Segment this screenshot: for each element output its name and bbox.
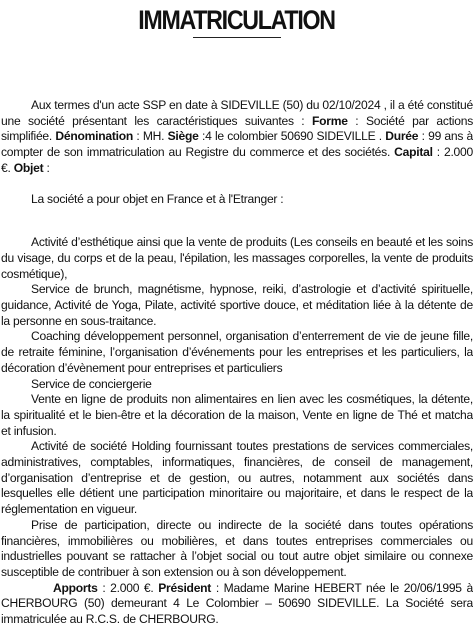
purpose-intro: La société a pour objet en France et à l'Etranger : <box>31 191 284 206</box>
purpose-item: Service de conciergerie <box>31 376 152 391</box>
notice-body <box>1 98 473 628</box>
denomination-label: Dénomination <box>55 129 133 144</box>
apports-label: Apports <box>53 580 98 595</box>
siege-label: Siège <box>167 129 199 144</box>
title-underline <box>193 37 281 38</box>
purpose-item: Coaching développement personnel, organisation d’enterrement de vie de jeune fille, de retraite féminine, l’organisation d’événements pour les entreprises et les particuliers, la décoration d’évènement pour entreprises et particuliers <box>1 329 473 375</box>
page-title: IMMATRICULATION <box>138 5 335 35</box>
final-paragraph: Apports : 2.000 €. Président : Madame Marine HEBERT née le 20/06/1995 à CHERBOURG (50) demeurant 4 Le Colombier – 50690 SIDEVILLE. La Société sera immatriculée au R.C.S. de CHERBOURG. <box>1 580 473 627</box>
capital-label: Capital <box>394 145 433 160</box>
president-label: Président <box>158 580 212 595</box>
forme-label: Forme <box>312 113 348 128</box>
incorporation-paragraph: Aux termes d'un acte SSP en date à SIDEVILLE (50) du 02/10/2024 , il a été constitué une société présentant les caractéristiques suivantes : Forme : Société par actions simplifiée. Dénomination : MH. Siège :4 le colombier 50690 SIDEVILLE . Durée : 99 ans à compter de son immatriculation au Registre du commerce et des sociétés. Capital : 2.000 €. Objet : <box>1 98 473 175</box>
objet-label: Objet <box>13 160 44 175</box>
purpose-item: Vente en ligne de produits non alimentaires en lien avec les cosmétiques, la détente, la spiritualité et le bien-être et la décoration de la maison, Vente en ligne de Thé et matcha et infusion. <box>1 392 473 438</box>
purpose-item: Activité d’esthétique ainsi que la vente de produits (Les conseils en beauté et les soins du visage, du corps et de la peau, l'épilation, les massages corporelles, la vente de produits cosmétique), <box>1 235 473 281</box>
purpose-item: Prise de participation, directe ou indirecte de la société dans toutes opérations financières, immobilières ou mobilières, et dans toutes entreprises commerciales ou industrielles pouvant se rattacher à l’objet social ou tout autre objet similaire ou connexe susceptible de contribuer à son extension ou à son développement. <box>1 517 473 579</box>
purpose-item: Activité de société Holding fournissant toutes prestations de services commerciales, administratives, comptables, informatiques, financières, de conseil de management, d’organisation d’entreprise et de gestion, ou autres, notamment aux sociétés dans lesquelles elle détient une participation minoritaire ou majoritaire, et dans le respect de la réglementation en vigueur. <box>1 439 473 517</box>
duree-label: Durée <box>385 129 419 144</box>
purpose-item: Service de brunch, magnétisme, hypnose, reiki, d’astrologie et d’activité spirituelle, guidance, Activité de Yoga, Pilate, activité sportive douce, et méditation liée à la détente de la personne en sous-traitance. <box>1 282 473 328</box>
